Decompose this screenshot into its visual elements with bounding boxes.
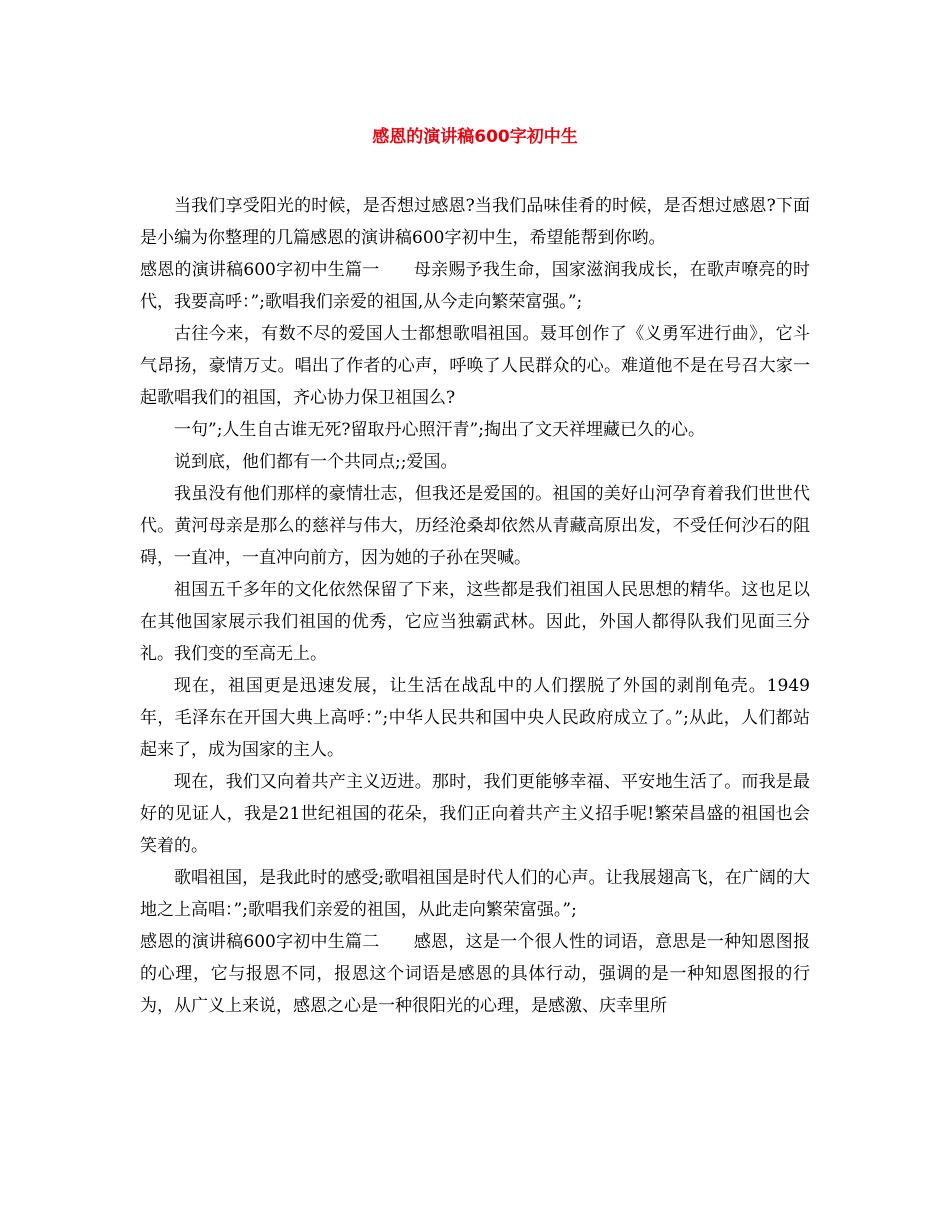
paragraph: 说到底，他们都有一个共同点;;爱国。	[174, 452, 458, 472]
paragraph: 现在，我们又向着共产主义迈进。那时，我们更能够幸福、平安地生活了。而我是最好的见证人，我是21世纪祖国的花朵，我们正向着共产主义招手呢!繁荣昌盛的祖国也会笑着的。	[140, 772, 810, 856]
paragraph-section-two-heading: 感恩的演讲稿600字初中生篇二 感恩，这是一个很人性的词语，意思是一种知恩图报的心理，它与报恩不同，报恩这个词语是感恩的具体行动，强调的是一种知恩图报的行为，从广义上来说，感恩之心是一种很阳光的心理，是感激、庆幸里所	[140, 932, 810, 1016]
paragraph: 祖国五千多年的文化依然保留了下来，这些都是我们祖国人民思想的精华。这也足以在其他国家展示我们祖国的优秀，它应当独霸武林。因此，外国人都得队我们见面三分礼。我们变的至高无上。	[140, 580, 810, 664]
paragraph-intro: 当我们享受阳光的时候，是否想过感恩?当我们品味佳肴的时候，是否想过感恩?下面是小编为你整理的几篇感恩的演讲稿600字初中生，希望能帮到你哟。	[140, 196, 810, 248]
paragraph: 现在，祖国更是迅速发展，让生活在战乱中的人们摆脱了外国的剥削龟壳。1949年，毛泽东在开国大典上高呼：”;中华人民共和国中央人民政府成立了。”;从此，人们都站起来了，成为国家的主人。	[140, 676, 810, 760]
paragraph: 我虽没有他们那样的豪情壮志，但我还是爱国的。祖国的美好山河孕育着我们世世代代。黄河母亲是那么的慈祥与伟大，历经沧桑却依然从青藏高原出发，不受任何沙石的阻碍，一直冲，一直冲向前方，因为她的子孙在哭喊。	[140, 484, 810, 568]
document-title: 感恩的演讲稿600字初中生	[372, 127, 578, 147]
paragraph-section-one-heading: 感恩的演讲稿600字初中生篇一 母亲赐予我生命，国家滋润我成长，在歌声嘹亮的时代，我要高呼：”;歌唱我们亲爱的祖国,从今走向繁荣富强。”;	[140, 260, 810, 312]
paragraph: 歌唱祖国，是我此时的感受;歌唱祖国是时代人们的心声。让我展翅高飞，在广阔的大地之上高唱：”;歌唱我们亲爱的祖国，从此走向繁荣富强。”;	[140, 868, 810, 920]
paragraph: 一句”;人生自古谁无死?留取丹心照汗青”;掏出了文天祥埋藏已久的心。	[174, 420, 705, 440]
document-body	[140, 190, 810, 1022]
paragraph: 古往今来，有数不尽的爱国人士都想歌唱祖国。聂耳创作了《义勇军进行曲》，它斗气昂扬，豪情万丈。唱出了作者的心声，呼唤了人民群众的心。难道他不是在号召大家一起歌唱我们的祖国，齐心协力保卫祖国么?	[140, 324, 810, 408]
